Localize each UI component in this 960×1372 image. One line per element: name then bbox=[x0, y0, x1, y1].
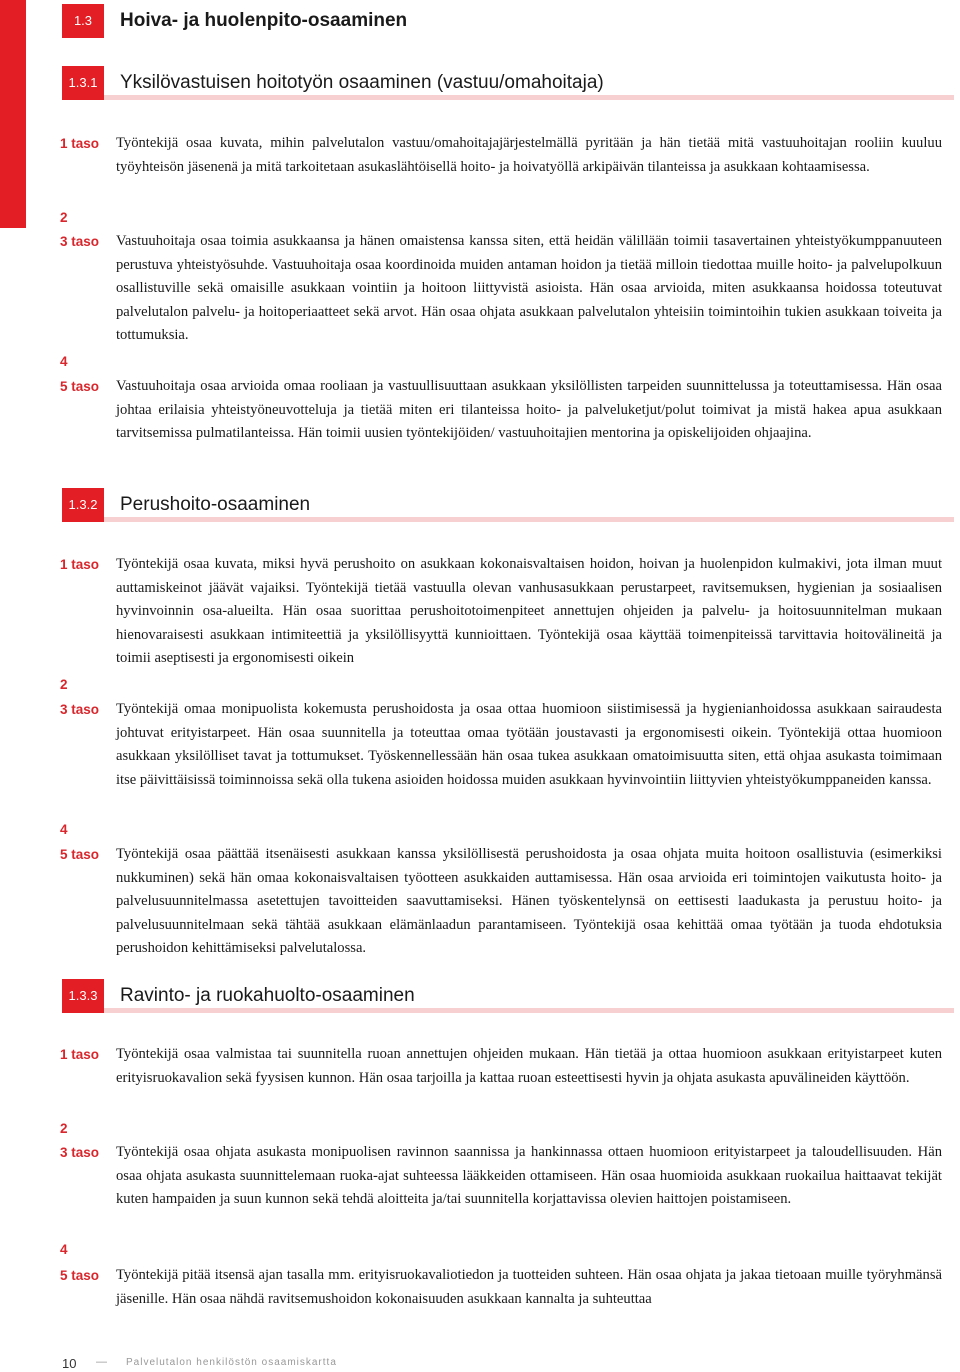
level-label: 4 bbox=[60, 822, 68, 837]
section-number: 1.3 bbox=[62, 4, 104, 38]
level-label: 1 taso bbox=[60, 136, 100, 151]
level-label: 5 taso bbox=[60, 847, 100, 862]
section-heading-1-3-1 bbox=[62, 66, 954, 100]
section-heading-main bbox=[62, 4, 954, 38]
level-description: Työntekijä osaa päättää itsenäisesti asukkaan kanssa yksilöllisestä perushoidosta ja osaa ohjata muita hoitoon osallistuvia (esimerkiksi nukkuminen) sekä hän omaa kokonaisvaltaisen työotteen asukkaiden auttamisessa. Hän osaa arvioida eri toimintojen vaikutusta hoito- ja palvelusuunnitelmassa asetettujen tavoitteiden saavuttamiseksi. Hänen työskentelynsä on eettisesti laadukasta ja perustuu hoito- ja palvelusuunnitelmaan sekä tähtää asukkaan elämänlaadun parantamiseen. Työntekijä osaa kehittää omaa työtään ja tuoda ehdotuksia perushoidon kehittämiseksi palvelutalossa. bbox=[116, 846, 942, 956]
section-heading-1-3-3 bbox=[62, 979, 954, 1013]
level-label: 5 taso bbox=[60, 1268, 100, 1283]
section-number: 1.3.2 bbox=[62, 488, 104, 522]
level-label: 4 bbox=[60, 354, 68, 369]
level-label: 1 taso bbox=[60, 557, 100, 572]
level-description: Vastuuhoitaja osaa toimia asukkaansa ja hänen omaistensa kanssa siten, että heidän välillään toimii tasavertainen yhteistyökumppanuuteen perustuva yhteistyösuhde. Vastuuhoitaja osaa koordinoida muiden antaman hoidon ja tietää milloin tiedottaa muille hoito- ja palvelupolkuun osallistuville sekä omaisille asukkaan vointiin ja hoitoon liittyvistä asioista. Hän osaa arvioida, miten asukkaansa hoidossa toteutuvat palvelutalon palvelu- ja hoitoperiaatteet sekä arvot. Hän osaa ohjata asukkaan palvelutalon yhteisiin toimintoihin tukien asukkaan toiveita ja tottumuksia. bbox=[116, 233, 942, 343]
level-label: 2 bbox=[60, 677, 68, 692]
section-heading-1-3-2 bbox=[62, 488, 954, 522]
document-title: Palvelutalon henkilöstön osaamiskartta bbox=[126, 1357, 337, 1368]
footer-dash: — bbox=[96, 1356, 107, 1368]
level-description: Työntekijä osaa valmistaa tai suunnitella ruoan annettujen ohjeiden mukaan. Hän tietää ja ottaa huomioon asukkaan erityistarpeet kuten erityisruokavalion sekä fyysisen kunnon. Hän osaa tarjoilla ja kattaa ruoan esteettisesti hyvin ja ohjata asukasta apuvälineiden käyttöön. bbox=[116, 1046, 942, 1086]
section-title: Yksilövastuisen hoitotyön osaaminen (vastuu/omahoitaja) bbox=[120, 72, 604, 93]
level-description: Työntekijä osaa ohjata asukasta monipuolisen ravinnon saannissa ja hankinnassa ottaen huomioon erityistarpeet ja taloudellisuuden. Hän osaa ohjata asukasta suunnittelemaan ruoka-ajat suhteessa lääkkeiden ottamiseen. Hän osaa huomioida asukkaan ruokailua haittaavat tekijät kuten hampaiden ja suun kunnon sekä tehdä aloitteita ja/tai suunnitella korjattavissa olevien haittojen poistamiseen. bbox=[116, 1144, 942, 1207]
level-label: 2 bbox=[60, 1121, 68, 1136]
level-label: 5 taso bbox=[60, 379, 100, 394]
level-label: 3 taso bbox=[60, 1145, 100, 1160]
level-label: 4 bbox=[60, 1242, 68, 1257]
level-description: Työntekijä omaa monipuolista kokemusta perushoidosta ja osaa ottaa huomioon siistimisessä ja hygienianhoidossa asukkaan sairaudesta johtuvat erityistarpeet. Hän osaa suunnitella ja toteuttaa omaa työtään joustavasti ja ergonomisesti oikein. Työntekijä ottaa huomioon asukkaan yksilölliset tavat ja tottumukset. Työskennellessään hän osaa tukea asukkaan omatoimisuutta siten, että ohjaa asukasta toimimaan itse päivittäisissä toiminnoissa sekä olla tukena asioiden hoidossa muiden asukkaan hyvinvointiin liittyvien yhteistyökumppaneiden kanssa. bbox=[116, 701, 942, 788]
level-label: 3 taso bbox=[60, 702, 100, 717]
section-title: Hoiva- ja huolenpito-osaaminen bbox=[120, 10, 408, 31]
page-number: 10 bbox=[62, 1356, 77, 1371]
section-title: Ravinto- ja ruokahuolto-osaaminen bbox=[120, 985, 415, 1006]
red-side-tab bbox=[0, 0, 26, 228]
section-number: 1.3.3 bbox=[62, 979, 104, 1013]
heading-underline bbox=[104, 1008, 954, 1013]
level-label: 2 bbox=[60, 210, 68, 225]
level-description: Työntekijä pitää itsensä ajan tasalla mm. erityisruokavaliotiedon ja tuotteiden suhteen. Hän osaa ohjata ja jakaa tietoaan muille työryhmänsä jäsenille. Hän osaa nähdä ravitsemushoidon kokonaisuuden asukkaan kannalta ja suhteuttaa bbox=[116, 1267, 942, 1307]
heading-underline bbox=[104, 517, 954, 522]
level-description: Työntekijä osaa kuvata, mihin palvelutalon vastuu/omahoitajajärjestelmällä pyritään ja hän tietää mitä vastuuhoitajan rooliin kuuluu työyhteisön jäsenenä ja mitä tarkoitetaan asukaslähtöisellä hoito- ja hoivatyöllä arkipäivän tilanteissa ja asukkaan kohtaamisessa. bbox=[116, 135, 942, 175]
level-description: Työntekijä osaa kuvata, miksi hyvä perushoito on asukkaan kokonaisvaltaisen hoidon, hoivan ja huolenpidon kulmakivi, jota ilman muut auttamiskeinot jäävät vajaiksi. Työntekijä tietää vastuulla olevan vanhusasukkaan perustarpeet, ravitsemuksen, hygienian ja sosiaalisen hyvinvoinnin osa-alueilta. Hän osaa suorittaa perushoitotoimenpiteet annettujen ohjeiden ja palvelu- ja hoitosuunnitelman mukaan hienovaraisesti asukkaan intimiteettiä ja yksilöllisyyttä kunnioittaen. Työntekijä osaa käyttää toimenpiteissä tarvittavia hoitovälineitä ja toimii aseptisesti ja ergonomisesti oikein bbox=[116, 556, 942, 666]
section-title: Perushoito-osaaminen bbox=[120, 494, 311, 515]
level-label: 3 taso bbox=[60, 234, 100, 249]
level-label: 1 taso bbox=[60, 1047, 100, 1062]
section-number: 1.3.1 bbox=[62, 66, 104, 100]
heading-underline bbox=[104, 95, 954, 100]
level-description: Vastuuhoitaja osaa arvioida omaa rooliaan ja vastuullisuuttaan asukkaan yksilöllisten tarpeiden suunnittelussa ja toteuttamisessa. Hän osaa johtaa erilaisia yhteistyöneuvotteluja ja tietää miten eri tilanteissa hoito- ja palveluketjut/polut toimivat ja mistä hakea apua asukkaan tarvitsemissa pulmatilanteissa. Hän toimii uusien työntekijöiden/ vastuuhoitajien mentorina ja opiskelijoiden ohjaajina. bbox=[116, 378, 942, 441]
